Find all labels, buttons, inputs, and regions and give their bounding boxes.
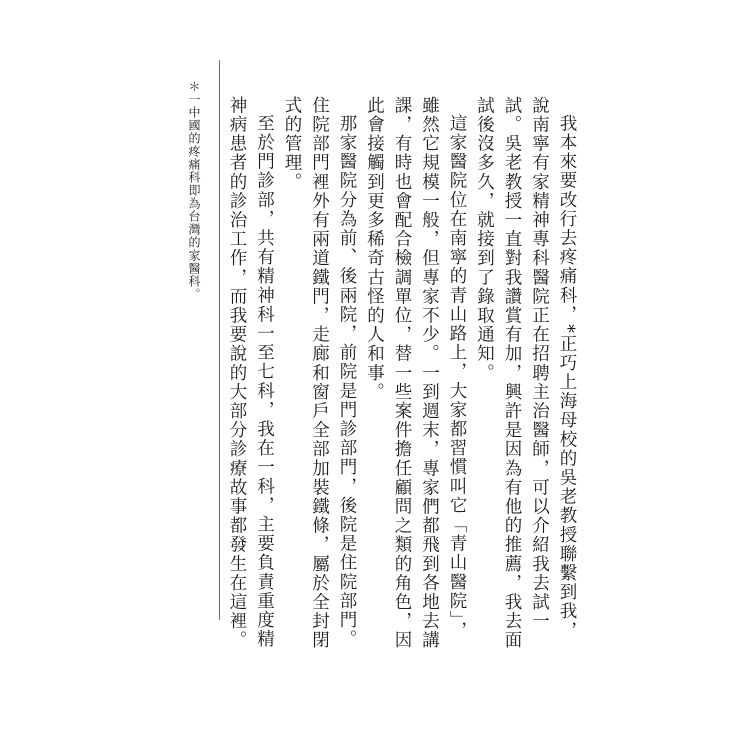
paragraph-1: 我本來要改行去疼痛科，*正巧上海母校的吳老教授聯繫到我，說南寧有家精神專科醫院正在招聘主治醫師，可以介紹我去試一試。吳老教授一直對我讚賞有加，興許是因為有他的推薦，我去面試後沒多久，就接到了錄取通知。	[474, 96, 577, 650]
footnote-divider	[219, 60, 220, 620]
paragraph-3: 那家醫院分為前、後兩院，前院是門診部門，後院是住院部門。住院部門裡外有兩道鐵門，走廊和窗戶全部加裝鐵條，屬於全封閉式的管理。	[282, 96, 357, 650]
paragraph-2: 這家醫院位在南寧的青山路上，大家都習慣叫它「青山醫院」，雖然它規模一般，但專家不少。一到週末，專家們都飛到各地去講課，有時也會配合檢調單位，替一些案件擔任顧問之類的角色，因此會接觸到更多稀奇古怪的人和事。	[364, 96, 467, 650]
footnote: ＊一中國的疼痛科即為台灣的家醫科。	[187, 80, 201, 301]
main-text	[223, 96, 581, 656]
paragraph-4: 至於門診部，共有精神科一至七科，我在一科，主要負責重度精神病患者的診治工作，而我要說的大部分診療故事都發生在這裡。	[227, 96, 275, 650]
